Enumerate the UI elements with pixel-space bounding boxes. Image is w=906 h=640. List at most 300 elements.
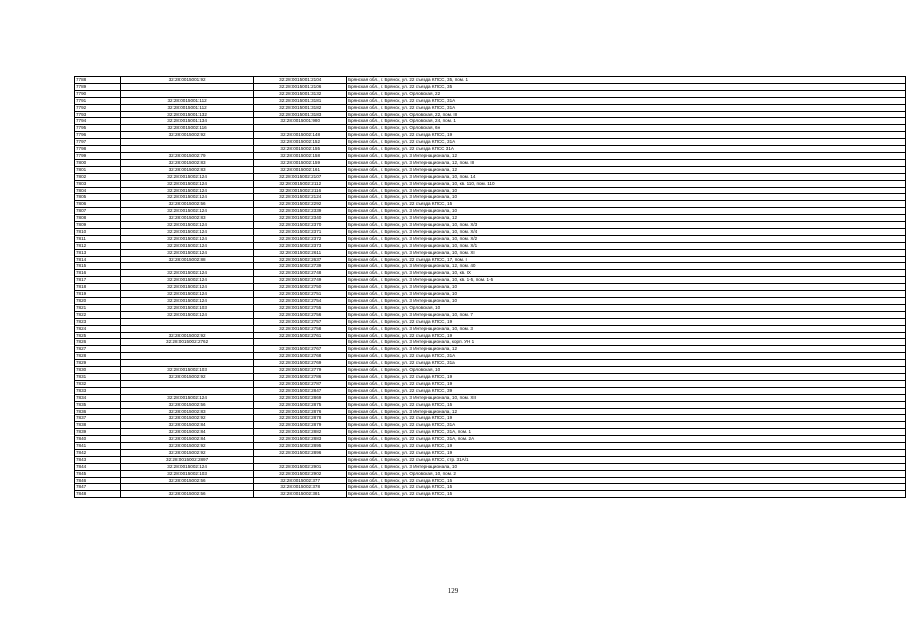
row-number-cell: 7839 [75,429,121,436]
table-row [75,256,906,263]
address-cell: Брянская обл., г. Брянск, ул. 3 Интернационала, 10, пом. 3 [347,325,906,332]
row-number-cell: 7794 [75,118,121,125]
address-cell: Брянская обл., г. Брянск, ул. 22 съезда КПСС, 17, пом. I [347,256,906,263]
row-number-cell: 7829 [75,360,121,367]
address-cell: Брянская обл., г. Брянск, ул. 3 Интернационала, 12 [347,215,906,222]
table-row [75,97,906,104]
object-cadastral-number-cell: 32:28:0015002:2876 [254,408,347,415]
address-cell: Брянская обл., г. Брянск, ул. 3 Интернационала, 10, кв. IX [347,270,906,277]
object-cadastral-number-cell: 32:28:0015002:2896 [254,449,347,456]
object-cadastral-number-cell: 32:28:0015002:2895 [254,443,347,450]
object-cadastral-number-cell: 32:28:0015002:2340 [254,215,347,222]
row-number-cell: 7825 [75,332,121,339]
table-row [75,104,906,111]
table-row [75,166,906,173]
row-number-cell: 7833 [75,387,121,394]
object-cadastral-number-cell: 32:28:0015002:2754 [254,298,347,305]
parcel-cadastral-number-cell: 32:28:0015002:92 [120,415,254,422]
address-cell: Брянская обл., г. Брянск, ул. 22 съезда КПСС, 31а [347,360,906,367]
parcel-cadastral-number-cell: 32:28:0015002:124 [120,270,254,277]
row-number-cell: 7803 [75,180,121,187]
object-cadastral-number-cell: 32:28:0015002:2748 [254,270,347,277]
parcel-cadastral-number-cell: 32:28:0015002:88 [120,256,254,263]
parcel-cadastral-number-cell: 32:28:0015002:92 [120,449,254,456]
registry-table [74,76,906,498]
object-cadastral-number-cell [254,125,347,132]
parcel-cadastral-number-cell [120,146,254,153]
object-cadastral-number-cell: 32:28:0015002:2882 [254,429,347,436]
table-row [75,456,906,463]
object-cadastral-number-cell: 32:28:0015002:2779 [254,367,347,374]
table-row [75,484,906,491]
row-number-cell: 7824 [75,325,121,332]
table-row [75,146,906,153]
address-cell: Брянская обл., г. Брянск, ул. 3 Интернационала, 10, кв. 110, пом. 110 [347,180,906,187]
address-cell: Брянская обл., г. Брянск, ул. 22 съезда КПСС, 31А [347,353,906,360]
table-row [75,277,906,284]
address-cell: Брянская обл., г. Брянск, ул. 3 Интернационала, 12 [347,152,906,159]
address-cell: Брянская обл., г. Брянск, ул. Орловская, 22, пом. III [347,111,906,118]
table-row [75,325,906,332]
table-row [75,298,906,305]
parcel-cadastral-number-cell [120,360,254,367]
parcel-cadastral-number-cell: 32:28:0015002:56 [120,401,254,408]
table-row [75,152,906,159]
parcel-cadastral-number-cell [120,263,254,270]
parcel-cadastral-number-cell: 32:28:0015001:112 [120,97,254,104]
table-row [75,380,906,387]
address-cell: Брянская обл., г. Брянск, ул. 22 съезда КПСС, 19 [347,443,906,450]
row-number-cell: 7818 [75,284,121,291]
object-cadastral-number-cell: 32:28:0015001:2106 [254,83,347,90]
table-row [75,159,906,166]
object-cadastral-number-cell: 32:28:0015002:381 [254,491,347,498]
table-row [75,139,906,146]
table-row [75,83,906,90]
table-row [75,263,906,270]
row-number-cell: 7791 [75,97,121,104]
object-cadastral-number-cell: 32:28:0015002:2787 [254,380,347,387]
table-row [75,270,906,277]
table-row [75,125,906,132]
parcel-cadastral-number-cell [120,387,254,394]
parcel-cadastral-number-cell: 32:28:0015002:124 [120,235,254,242]
row-number-cell: 7799 [75,152,121,159]
row-number-cell: 7847 [75,484,121,491]
address-cell: Брянская обл., г. Брянск, ул. 3 Интернационала, 10 [347,291,906,298]
row-number-cell: 7830 [75,367,121,374]
table-row [75,180,906,187]
row-number-cell: 7820 [75,298,121,305]
row-number-cell: 7841 [75,443,121,450]
object-cadastral-number-cell: 32:28:0015002:2116 [254,187,347,194]
table-row [75,422,906,429]
parcel-cadastral-number-cell: 32:28:0015002:92 [120,332,254,339]
address-cell: Брянская обл., г. Брянск, ул. 22 съезда КПСС, 19 [347,373,906,380]
address-cell: Брянская обл., г. Брянск, ул. 22 съезда КПСС, 15 [347,484,906,491]
table-row [75,436,906,443]
table-row [75,463,906,470]
address-cell: Брянская обл., г. Брянск, ул. Орловская, 10, пом. 2 [347,470,906,477]
address-cell: Брянская обл., г. Брянск, ул. 3 Интернационала, 10, пом. 14 [347,173,906,180]
parcel-cadastral-number-cell: 32:28:0015002:84 [120,422,254,429]
address-cell: Брянская обл., г. Брянск, ул. 22 съезда КПСС, 19 [347,449,906,456]
parcel-cadastral-number-cell: 32:28:0015001:132 [120,111,254,118]
object-cadastral-number-cell: 32:28:0015002:2739 [254,263,347,270]
parcel-cadastral-number-cell [120,90,254,97]
address-cell: Брянская обл., г. Брянск, ул. 22 съезда КПСС, 15 [347,201,906,208]
row-number-cell: 7836 [75,408,121,415]
parcel-cadastral-number-cell: 32:28:0015001:112 [120,104,254,111]
parcel-cadastral-number-cell: 32:28:0015002:124 [120,284,254,291]
table-row [75,242,906,249]
parcel-cadastral-number-cell [120,318,254,325]
object-cadastral-number-cell: 32:28:0015002:2875 [254,401,347,408]
table-row [75,339,906,346]
parcel-cadastral-number-cell: 32:28:0015002:56 [120,201,254,208]
address-cell: Брянская обл., г. Брянск, ул. Орловская, 10 [347,304,906,311]
object-cadastral-number-cell: 32:28:0015002:2786 [254,373,347,380]
object-cadastral-number-cell: 32:28:0015001:3132 [254,90,347,97]
table-row [75,111,906,118]
address-cell: Брянская обл., г. Брянск, ул. Орловская, 22 [347,90,906,97]
row-number-cell: 7835 [75,401,121,408]
object-cadastral-number-cell: 32:28:0015001:2104 [254,77,347,84]
object-cadastral-number-cell: 32:28:0015002:2879 [254,422,347,429]
object-cadastral-number-cell [254,339,347,346]
address-cell: Брянская обл., г. Брянск, ул. 3 Интернационала, 10, пом. X/3 [347,222,906,229]
object-cadastral-number-cell: 32:28:0015002:2901 [254,463,347,470]
table-row [75,449,906,456]
table-row [75,353,906,360]
table-row [75,215,906,222]
row-number-cell: 7816 [75,270,121,277]
object-cadastral-number-cell: 32:28:0015001:3182 [254,104,347,111]
row-number-cell: 7827 [75,346,121,353]
parcel-cadastral-number-cell [120,380,254,387]
object-cadastral-number-cell: 32:28:0015002:2902 [254,470,347,477]
address-cell: Брянская обл., г. Брянск, ул. 3 Интернационала, корп. УН 1 [347,339,906,346]
row-number-cell: 7806 [75,201,121,208]
address-cell: Брянская обл., г. Брянск, ул. 22 съезда КПСС, 31А, пом. 1 [347,429,906,436]
row-number-cell: 7802 [75,173,121,180]
address-cell: Брянская обл., г. Брянск, ул. 3 Интернационала, 10 [347,298,906,305]
object-cadastral-number-cell: 32:28:0015002:2107 [254,173,347,180]
object-cadastral-number-cell: 32:28:0015001:3183 [254,111,347,118]
parcel-cadastral-number-cell: 32:28:0015002:84 [120,429,254,436]
parcel-cadastral-number-cell: 32:28:0015002:124 [120,242,254,249]
table-row [75,408,906,415]
parcel-cadastral-number-cell: 32:28:0015002:124 [120,222,254,229]
row-number-cell: 7809 [75,222,121,229]
address-cell: Брянская обл., г. Брянск, ул. Орловская, 6н [347,125,906,132]
row-number-cell: 7848 [75,491,121,498]
row-number-cell: 7822 [75,311,121,318]
table-row [75,77,906,84]
object-cadastral-number-cell: 32:28:0015002:2637 [254,256,347,263]
object-cadastral-number-cell: 32:28:0015002:152 [254,139,347,146]
row-number-cell: 7817 [75,277,121,284]
row-number-cell: 7800 [75,159,121,166]
table-row [75,470,906,477]
parcel-cadastral-number-cell: 32:28:0015001:92 [120,77,254,84]
table-row [75,291,906,298]
object-cadastral-number-cell: 32:28:0015002:2767 [254,346,347,353]
parcel-cadastral-number-cell: 32:28:0015002:124 [120,173,254,180]
object-cadastral-number-cell: 32:28:0015002:2339 [254,208,347,215]
parcel-cadastral-number-cell: 32:28:0015002:124 [120,463,254,470]
parcel-cadastral-number-cell [120,83,254,90]
row-number-cell: 7819 [75,291,121,298]
table-row [75,284,906,291]
parcel-cadastral-number-cell: 32:28:0015002:83 [120,166,254,173]
table-row [75,491,906,498]
parcel-cadastral-number-cell: 32:28:0015002:2897 [120,456,254,463]
registry-table-body [75,77,906,498]
page-number: 129 [447,587,459,595]
object-cadastral-number-cell: 32:28:0015002:2373 [254,242,347,249]
parcel-cadastral-number-cell: 32:28:0015002:56 [120,477,254,484]
address-cell: Брянская обл., г. Брянск, ул. Орловская, 24, пом. 1 [347,118,906,125]
object-cadastral-number-cell: 32:28:0015002:2124 [254,194,347,201]
table-row [75,118,906,125]
address-cell: Брянская обл., г. Брянск, ул. 22 съезда КПСС, 31А [347,139,906,146]
row-number-cell: 7814 [75,256,121,263]
row-number-cell: 7838 [75,422,121,429]
table-row [75,443,906,450]
object-cadastral-number-cell: 32:28:0015002:2371 [254,228,347,235]
object-cadastral-number-cell: 32:28:0015001:980 [254,118,347,125]
object-cadastral-number-cell: 32:28:0015002:2611 [254,249,347,256]
parcel-cadastral-number-cell: 32:28:0015002:124 [120,228,254,235]
table-row [75,332,906,339]
row-number-cell: 7826 [75,339,121,346]
object-cadastral-number-cell: 32:28:0015002:2370 [254,222,347,229]
address-cell: Брянская обл., г. Брянск, ул. 22 съезда КПСС, 15 [347,401,906,408]
object-cadastral-number-cell: 32:28:0015002:2847 [254,387,347,394]
table-row [75,401,906,408]
object-cadastral-number-cell: 32:28:0015002:158 [254,152,347,159]
table-row [75,360,906,367]
address-cell: Брянская обл., г. Брянск, ул. 3 Интернационала, 10 [347,187,906,194]
parcel-cadastral-number-cell [120,353,254,360]
table-row [75,373,906,380]
parcel-cadastral-number-cell: 32:28:0015002:116 [120,125,254,132]
table-row [75,90,906,97]
table-row [75,367,906,374]
object-cadastral-number-cell: 32:28:0015002:2757 [254,318,347,325]
address-cell: Брянская обл., г. Брянск, ул. 3 Интернационала, 12, пом. 40 [347,263,906,270]
row-number-cell: 7788 [75,77,121,84]
parcel-cadastral-number-cell: 32:28:0015002:2762 [120,339,254,346]
address-cell: Брянская обл., г. Брянск, ул. 22 съезда КПСС, 31А [347,422,906,429]
object-cadastral-number-cell: 32:28:0015002:2878 [254,415,347,422]
address-cell: Брянская обл., г. Брянск, ул. 3 Интернационала, 10, пом. XII [347,394,906,401]
address-cell: Брянская обл., г. Брянск, ул. 3 Интернационала, 12 [347,166,906,173]
parcel-cadastral-number-cell: 32:28:0015001:134 [120,118,254,125]
row-number-cell: 7823 [75,318,121,325]
row-number-cell: 7811 [75,235,121,242]
object-cadastral-number-cell: 32:28:0015002:2292 [254,201,347,208]
parcel-cadastral-number-cell: 32:28:0015002:124 [120,291,254,298]
parcel-cadastral-number-cell: 32:28:0015002:124 [120,311,254,318]
parcel-cadastral-number-cell: 32:28:0015002:124 [120,277,254,284]
row-number-cell: 7845 [75,470,121,477]
table-row [75,201,906,208]
row-number-cell: 7792 [75,104,121,111]
row-number-cell: 7837 [75,415,121,422]
address-cell: Брянская обл., г. Брянск, ул. 22 съезда КПСС, 31А [347,97,906,104]
row-number-cell: 7813 [75,249,121,256]
table-row [75,304,906,311]
address-cell: Брянская обл., г. Брянск, ул. 22 съезда КПСС, 19 [347,132,906,139]
parcel-cadastral-number-cell [120,139,254,146]
parcel-cadastral-number-cell: 32:28:0015002:124 [120,208,254,215]
address-cell: Брянская обл., г. Брянск, ул. 22 съезда КПСС, стр. 31А/1 [347,456,906,463]
row-number-cell: 7805 [75,194,121,201]
address-cell: Брянская обл., г. Брянск, ул. 22 съезда КПСС, 19 [347,415,906,422]
table-row [75,132,906,139]
parcel-cadastral-number-cell [120,484,254,491]
table-row [75,208,906,215]
address-cell: Брянская обл., г. Брянск, ул. 3 Интернационала, 12 [347,346,906,353]
object-cadastral-number-cell: 32:28:0015002:378 [254,484,347,491]
row-number-cell: 7815 [75,263,121,270]
table-row [75,222,906,229]
object-cadastral-number-cell: 32:28:0015002:2761 [254,332,347,339]
row-number-cell: 7812 [75,242,121,249]
row-number-cell: 7810 [75,228,121,235]
address-cell: Брянская обл., г. Брянск, ул. 22 съезда КПСС, 19 [347,380,906,387]
address-cell: Брянская обл., г. Брянск, ул. 22 съезда КПСС, 15 [347,477,906,484]
row-number-cell: 7808 [75,215,121,222]
object-cadastral-number-cell: 32:28:0015002:2112 [254,180,347,187]
object-cadastral-number-cell: 32:28:0015002:2883 [254,436,347,443]
parcel-cadastral-number-cell: 32:28:0015002:56 [120,491,254,498]
row-number-cell: 7842 [75,449,121,456]
object-cadastral-number-cell: 32:28:0015002:2758 [254,325,347,332]
table-row [75,249,906,256]
row-number-cell: 7843 [75,456,121,463]
parcel-cadastral-number-cell: 32:28:0015002:83 [120,408,254,415]
object-cadastral-number-cell: 32:28:0015002:161 [254,166,347,173]
table-row [75,415,906,422]
object-cadastral-number-cell: 32:28:0015002:2869 [254,394,347,401]
address-cell: Брянская обл., г. Брянск, ул. 3 Интернационала, 10 [347,284,906,291]
parcel-cadastral-number-cell: 32:28:0015002:83 [120,159,254,166]
row-number-cell: 7844 [75,463,121,470]
object-cadastral-number-cell: 32:28:0015002:155 [254,146,347,153]
parcel-cadastral-number-cell: 32:28:0015002:79 [120,152,254,159]
address-cell: Брянская обл., г. Брянск, ул. 3 Интернационала, 10, пом. X/1 [347,242,906,249]
parcel-cadastral-number-cell: 32:28:0015002:92 [120,132,254,139]
row-number-cell: 7789 [75,83,121,90]
parcel-cadastral-number-cell: 32:28:0015002:83 [120,215,254,222]
row-number-cell: 7798 [75,146,121,153]
row-number-cell: 7846 [75,477,121,484]
address-cell: Брянская обл., г. Брянск, ул. 3 Интернационала, 12 [347,408,906,415]
row-number-cell: 7797 [75,139,121,146]
address-cell: Брянская обл., г. Брянск, ул. 3 Интернационала, 10 [347,194,906,201]
address-cell: Брянская обл., г. Брянск, ул. 3 Интернационала, 10, пом. X/4 [347,228,906,235]
address-cell: Брянская обл., г. Брянск, ул. 3 Интернационала, 10, пом. 7 [347,311,906,318]
row-number-cell: 7801 [75,166,121,173]
object-cadastral-number-cell: 32:28:0015002:148 [254,132,347,139]
object-cadastral-number-cell: 32:28:0015002:2750 [254,284,347,291]
table-row [75,311,906,318]
object-cadastral-number-cell: 32:28:0015001:3181 [254,97,347,104]
row-number-cell: 7821 [75,304,121,311]
parcel-cadastral-number-cell: 32:28:0015002:84 [120,436,254,443]
address-cell: Брянская обл., г. Брянск, ул. 3 Интернационала, 10 [347,463,906,470]
parcel-cadastral-number-cell: 32:28:0015002:124 [120,249,254,256]
row-number-cell: 7807 [75,208,121,215]
table-row [75,318,906,325]
object-cadastral-number-cell: 32:28:0015002:2755 [254,304,347,311]
address-cell: Брянская обл., г. Брянск, ул. Орловская, 10 [347,367,906,374]
address-cell: Брянская обл., г. Брянск, ул. 3 Интернационала, 12, пом. III [347,159,906,166]
address-cell: Брянская обл., г. Брянск, ул. 3 Интернационала, 10, кв. 1-5, пом. 1-5 [347,277,906,284]
parcel-cadastral-number-cell: 32:28:0015002:124 [120,394,254,401]
object-cadastral-number-cell: 32:28:0015002:2372 [254,235,347,242]
parcel-cadastral-number-cell: 32:28:0015002:103 [120,470,254,477]
row-number-cell: 7834 [75,394,121,401]
row-number-cell: 7790 [75,90,121,97]
row-number-cell: 7793 [75,111,121,118]
row-number-cell: 7828 [75,353,121,360]
row-number-cell: 7832 [75,380,121,387]
table-row [75,235,906,242]
table-row [75,228,906,235]
table-row [75,477,906,484]
parcel-cadastral-number-cell: 32:28:0015002:103 [120,367,254,374]
object-cadastral-number-cell: 32:28:0015002:2756 [254,311,347,318]
parcel-cadastral-number-cell: 32:28:0015002:124 [120,187,254,194]
table-row [75,346,906,353]
parcel-cadastral-number-cell: 32:28:0015002:92 [120,443,254,450]
address-cell: Брянская обл., г. Брянск, ул. 22 съезда КПСС, 19 [347,318,906,325]
parcel-cadastral-number-cell [120,346,254,353]
parcel-cadastral-number-cell [120,325,254,332]
table-row [75,187,906,194]
row-number-cell: 7831 [75,373,121,380]
object-cadastral-number-cell: 32:28:0015002:377 [254,477,347,484]
parcel-cadastral-number-cell: 32:28:0015002:124 [120,194,254,201]
row-number-cell: 7796 [75,132,121,139]
address-cell: Брянская обл., г. Брянск, ул. 22 съезда КПСС, 19 [347,332,906,339]
address-cell: Брянская обл., г. Брянск, ул. 22 съезда КПСС 31А [347,146,906,153]
address-cell: Брянская обл., г. Брянск, ул. 3 Интернационала, 10 [347,208,906,215]
address-cell: Брянская обл., г. Брянск, ул. 22 съезда КПСС, 31А, пом. 2А [347,436,906,443]
address-cell: Брянская обл., г. Брянск, ул. 22 съезда КПСС, 35, пом. 1 [347,77,906,84]
row-number-cell: 7795 [75,125,121,132]
parcel-cadastral-number-cell: 32:28:0015002:92 [120,373,254,380]
address-cell: Брянская обл., г. Брянск, ул. 22 съезда КПСС, 35 [347,83,906,90]
row-number-cell: 7840 [75,436,121,443]
parcel-cadastral-number-cell: 32:28:0015002:103 [120,304,254,311]
address-cell: Брянская обл., г. Брянск, ул. 22 съезда КПСС, 31А [347,104,906,111]
table-row [75,387,906,394]
table-row [75,194,906,201]
address-cell: Брянская обл., г. Брянск, ул. 3 Интернационала, 10, пом. XI [347,249,906,256]
address-cell: Брянская обл., г. Брянск, ул. 22 съезда КПСС, 15 [347,491,906,498]
address-cell: Брянская обл., г. Брянск, ул. 22 съезда КПСС, 39 [347,387,906,394]
object-cadastral-number-cell: 32:28:0015002:2751 [254,291,347,298]
object-cadastral-number-cell: 32:28:0015002:159 [254,159,347,166]
table-row [75,394,906,401]
object-cadastral-number-cell [254,456,347,463]
address-cell: Брянская обл., г. Брянск, ул. 3 Интернационала, 10, пом. X/2 [347,235,906,242]
